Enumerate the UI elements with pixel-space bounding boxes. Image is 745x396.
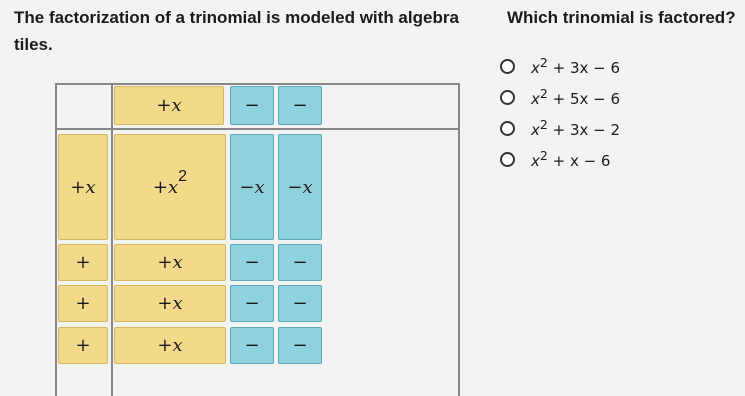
tile-row2-pos: + <box>58 285 108 322</box>
tile-row3-x: +x <box>114 327 226 364</box>
answer-option-4[interactable] <box>500 147 610 171</box>
answer-option-3[interactable] <box>500 116 620 140</box>
answer-option-1[interactable] <box>500 54 620 78</box>
option-label: $x^2 + 3x - 2$ <box>531 117 621 139</box>
tile-neg-x-1: −x <box>230 134 274 240</box>
tile-row1-x: +x <box>114 244 226 281</box>
radio-button[interactable] <box>500 121 515 136</box>
option-label: $x^2 + 5x - 6$ <box>531 86 621 108</box>
radio-button[interactable] <box>500 90 515 105</box>
tile-left-pos-x: +x <box>58 134 108 240</box>
tile-row2-x: +x <box>114 285 226 322</box>
option-label: $x^2 + x - 6$ <box>531 148 611 170</box>
tile-row2-neg-2: − <box>278 285 322 322</box>
radio-button[interactable] <box>500 59 515 74</box>
tile-row3-pos: + <box>58 327 108 364</box>
question-text: Which trinomial is factored? <box>507 8 736 27</box>
tile-row1-pos: + <box>58 244 108 281</box>
center-x2-label: +x <box>152 176 179 198</box>
option-label: $x^2 + 3x - 6$ <box>531 55 621 77</box>
tile-row1-neg-1: − <box>230 244 274 281</box>
prompt-text: The factorization of a trinomial is modeled with algebra tiles. <box>14 8 459 54</box>
tile-row2-neg-1: − <box>230 285 274 322</box>
tile-row1-neg-2: − <box>278 244 322 281</box>
tile-center-x-squared <box>114 134 226 240</box>
answer-option-2[interactable] <box>500 85 620 109</box>
tile-top-pos-x: +x <box>114 86 224 125</box>
tile-top-neg-2: − <box>278 86 322 125</box>
tile-row3-neg-1: − <box>230 327 274 364</box>
radio-button[interactable] <box>500 152 515 167</box>
tile-top-neg-1: − <box>230 86 274 125</box>
tile-row3-neg-2: − <box>278 327 322 364</box>
grid-divider-horizontal <box>55 128 460 130</box>
tile-neg-x-2: −x <box>278 134 322 240</box>
center-x2-exponent: 2 <box>178 168 188 185</box>
